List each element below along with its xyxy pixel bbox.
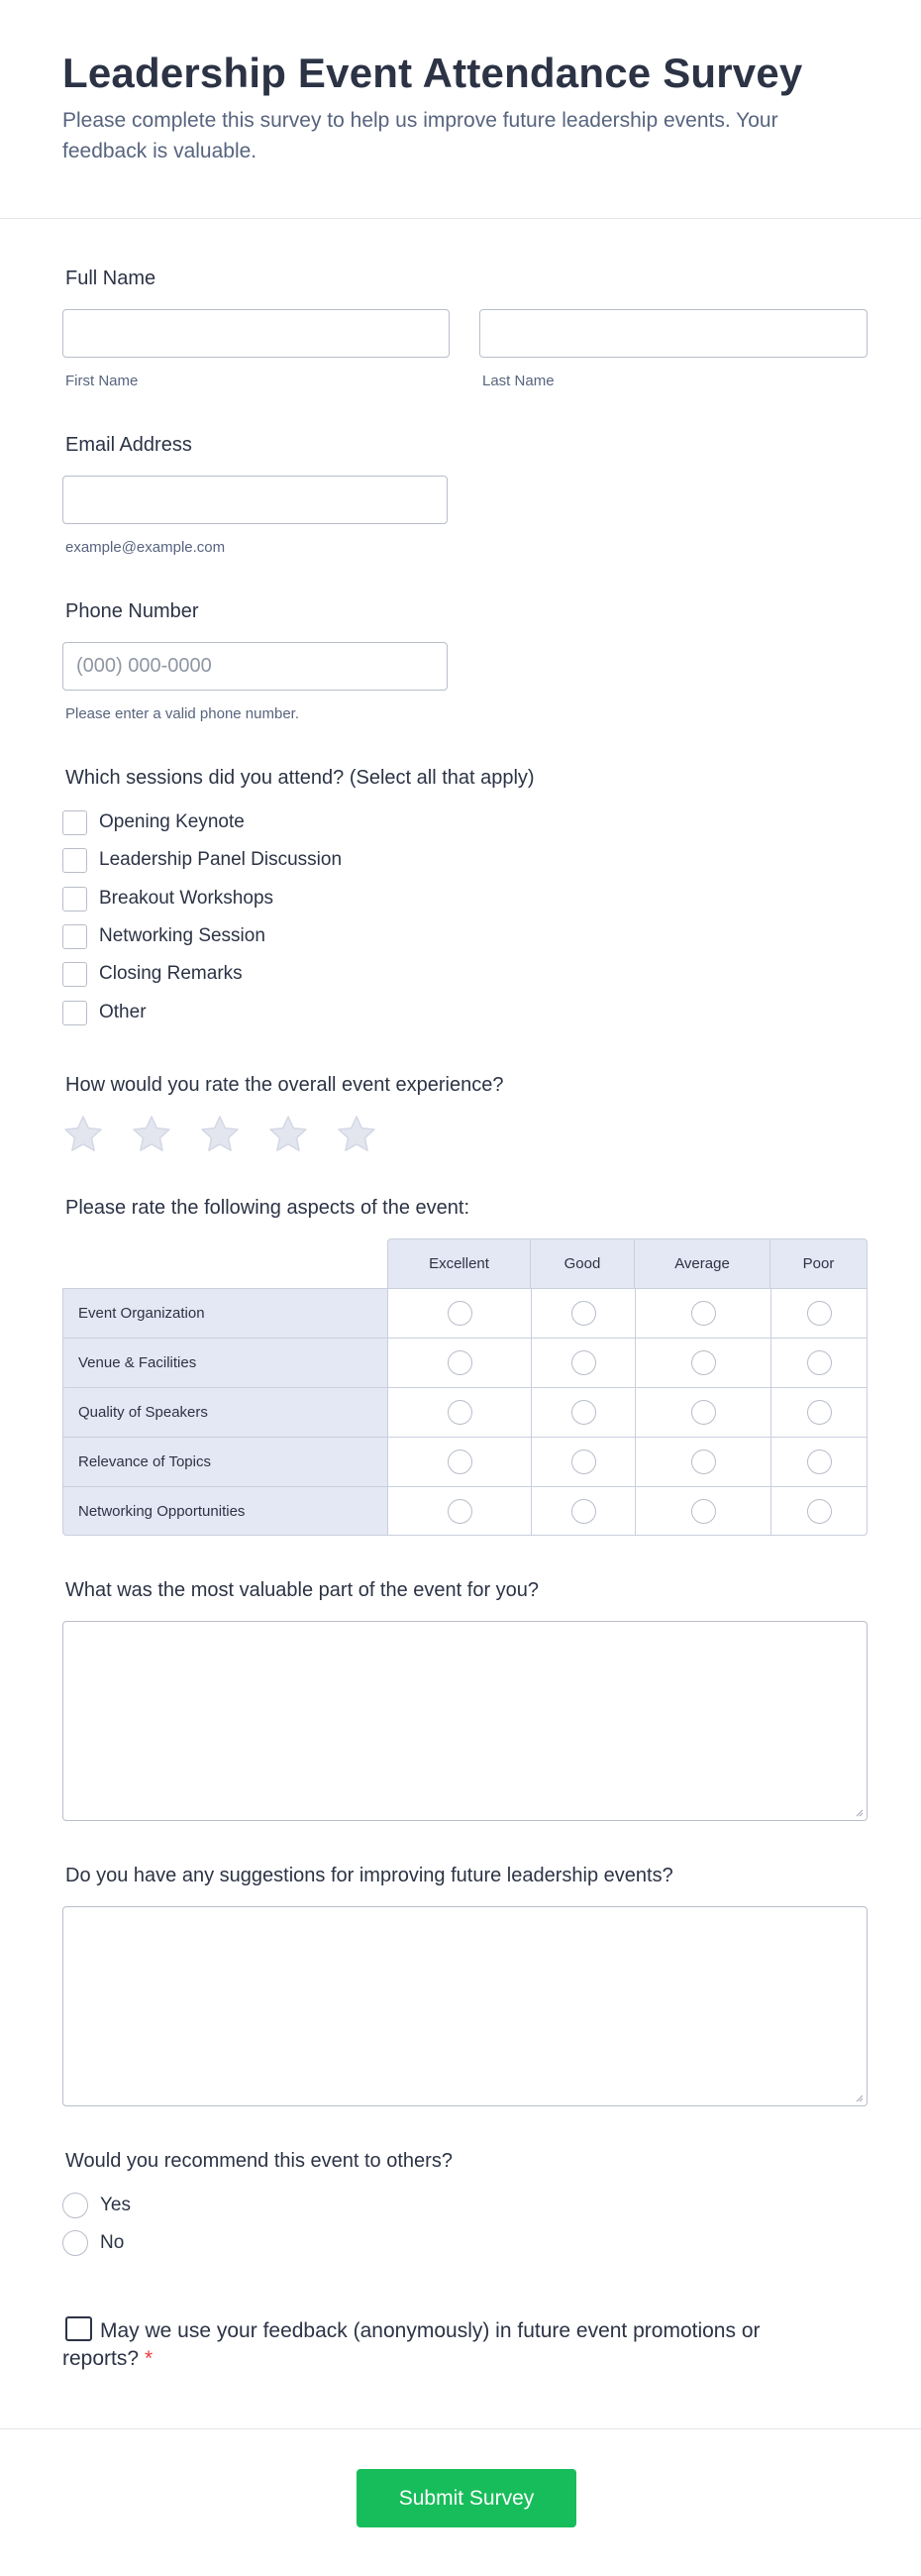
matrix-row-label: Relevance of Topics <box>62 1437 387 1486</box>
matrix-cell <box>635 1437 770 1486</box>
star-icon[interactable] <box>131 1114 172 1155</box>
star-icon[interactable] <box>267 1114 309 1155</box>
radio-label: Yes <box>100 2195 131 2215</box>
consent-checkbox[interactable] <box>65 2316 92 2341</box>
matrix-radio-button[interactable] <box>807 1301 832 1326</box>
matrix-cell <box>387 1387 531 1437</box>
page-title: Leadership Event Attendance Survey <box>62 50 803 96</box>
checkbox[interactable] <box>62 887 87 912</box>
rating-label: How would you rate the overall event experience? <box>65 1074 504 1096</box>
star-icon[interactable] <box>199 1114 241 1155</box>
matrix-row <box>62 1338 868 1387</box>
matrix-radio-button[interactable] <box>448 1301 472 1326</box>
phone-input[interactable] <box>62 642 448 691</box>
matrix-radio-button[interactable] <box>807 1449 832 1474</box>
matrix-row <box>62 1387 868 1437</box>
matrix-radio-button[interactable] <box>571 1499 596 1524</box>
email-input[interactable] <box>62 476 448 524</box>
email-sublabel: example@example.com <box>65 539 226 556</box>
matrix-cell <box>635 1338 770 1387</box>
last-name-sublabel: Last Name <box>482 373 555 389</box>
recommend-label: Would you recommend this event to others? <box>65 2150 453 2172</box>
matrix-column-header: Excellent <box>387 1238 531 1288</box>
matrix-cell <box>387 1288 531 1338</box>
checkbox[interactable] <box>62 1001 87 1025</box>
matrix-row <box>62 1288 868 1338</box>
checkbox[interactable] <box>62 962 87 987</box>
matrix-cell <box>770 1486 868 1536</box>
matrix-radio-button[interactable] <box>807 1499 832 1524</box>
matrix-radio-button[interactable] <box>571 1350 596 1375</box>
matrix-column-header: Good <box>531 1238 635 1288</box>
radio-button[interactable] <box>62 2230 88 2256</box>
matrix-cell <box>531 1338 635 1387</box>
radio-button[interactable] <box>62 2193 88 2218</box>
session-option[interactable] <box>62 999 147 1026</box>
suggestions-label: Do you have any suggestions for improving future leadership events? <box>65 1865 673 1886</box>
matrix-cell <box>635 1486 770 1536</box>
rating-matrix <box>62 1238 868 1536</box>
matrix-cell <box>531 1387 635 1437</box>
matrix-radio-button[interactable] <box>448 1449 472 1474</box>
session-option[interactable] <box>62 846 342 874</box>
matrix-radio-button[interactable] <box>807 1400 832 1425</box>
matrix-radio-button[interactable] <box>571 1400 596 1425</box>
matrix-cell <box>770 1387 868 1437</box>
required-mark: * <box>145 2347 154 2370</box>
submit-button[interactable]: Submit Survey <box>357 2469 576 2527</box>
matrix-radio-button[interactable] <box>448 1499 472 1524</box>
matrix-column-header: Poor <box>770 1238 868 1288</box>
session-option-label: Opening Keynote <box>99 811 245 832</box>
matrix-cell <box>635 1288 770 1338</box>
matrix-radio-button[interactable] <box>691 1449 716 1474</box>
matrix-column-header: Average <box>635 1238 770 1288</box>
matrix-row-label: Networking Opportunities <box>62 1486 387 1536</box>
matrix-cell <box>770 1437 868 1486</box>
matrix-corner <box>62 1238 387 1288</box>
matrix-cell <box>531 1437 635 1486</box>
matrix-cell <box>387 1486 531 1536</box>
session-option-label: Other <box>99 1002 147 1022</box>
matrix-radio-button[interactable] <box>448 1400 472 1425</box>
matrix-row-label: Venue & Facilities <box>62 1338 387 1387</box>
star-icon[interactable] <box>62 1114 104 1155</box>
matrix-row-label: Quality of Speakers <box>62 1387 387 1437</box>
consent-field <box>62 2316 835 2373</box>
session-option[interactable] <box>62 885 273 912</box>
star-icon[interactable] <box>336 1114 377 1155</box>
form-header <box>0 0 921 219</box>
suggestions-textarea[interactable] <box>62 1906 868 2106</box>
matrix-radio-button[interactable] <box>691 1301 716 1326</box>
matrix-radio-button[interactable] <box>691 1499 716 1524</box>
valuable-label: What was the most valuable part of the event for you? <box>65 1579 540 1601</box>
valuable-textarea[interactable] <box>62 1621 868 1821</box>
matrix-radio-button[interactable] <box>807 1350 832 1375</box>
matrix-radio-button[interactable] <box>571 1301 596 1326</box>
matrix-cell <box>635 1387 770 1437</box>
matrix-row <box>62 1437 868 1486</box>
last-name-input[interactable] <box>479 309 868 358</box>
session-option-label: Leadership Panel Discussion <box>99 849 343 870</box>
matrix-radio-button[interactable] <box>448 1350 472 1375</box>
recommend-option-yes[interactable] <box>62 2192 131 2219</box>
session-option-label: Closing Remarks <box>99 963 243 984</box>
session-option[interactable] <box>62 808 245 836</box>
recommend-option-no[interactable] <box>62 2229 124 2257</box>
sessions-label: Which sessions did you attend? (Select all that apply) <box>65 767 535 789</box>
session-option-label: Breakout Workshops <box>99 888 274 909</box>
phone-sublabel: Please enter a valid phone number. <box>65 705 299 722</box>
matrix-cell <box>531 1486 635 1536</box>
matrix-cell <box>531 1288 635 1338</box>
session-option-label: Networking Session <box>99 925 265 946</box>
matrix-cell <box>770 1288 868 1338</box>
matrix-cell <box>770 1338 868 1387</box>
matrix-row <box>62 1486 868 1536</box>
matrix-row-label: Event Organization <box>62 1288 387 1338</box>
matrix-cell <box>387 1437 531 1486</box>
email-label: Email Address <box>65 434 192 456</box>
full-name-label: Full Name <box>65 268 156 289</box>
form-footer <box>0 2428 921 2576</box>
matrix-radio-button[interactable] <box>691 1400 716 1425</box>
matrix-radio-button[interactable] <box>571 1449 596 1474</box>
first-name-input[interactable] <box>62 309 450 358</box>
checkbox[interactable] <box>62 810 87 835</box>
session-option[interactable] <box>62 960 243 988</box>
radio-label: No <box>100 2232 125 2253</box>
matrix-label: Please rate the following aspects of the event: <box>65 1197 470 1219</box>
page-subtitle: Please complete this survey to help us improve future leadership events. Your feedback is valuable. <box>62 109 778 162</box>
checkbox[interactable] <box>62 924 87 949</box>
matrix-cell <box>387 1338 531 1387</box>
phone-label: Phone Number <box>65 600 199 622</box>
checkbox[interactable] <box>62 848 87 873</box>
star-rating <box>62 1114 404 1155</box>
resize-handle-icon[interactable] <box>854 2093 864 2102</box>
first-name-sublabel: First Name <box>65 373 139 389</box>
consent-text: May we use your feedback (anonymously) in future event promotions or reports? <box>62 2319 761 2370</box>
session-option[interactable] <box>62 922 265 950</box>
matrix-radio-button[interactable] <box>691 1350 716 1375</box>
resize-handle-icon[interactable] <box>854 1807 864 1817</box>
